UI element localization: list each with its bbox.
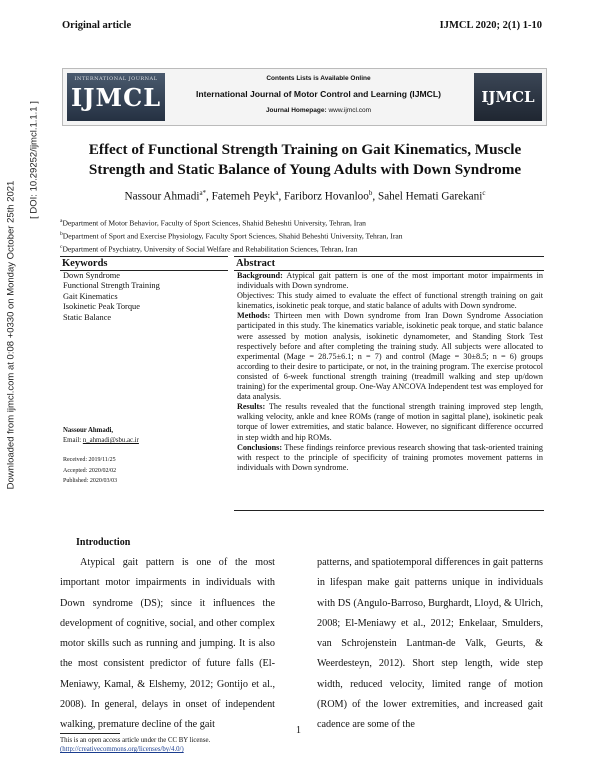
journal-logo-right	[474, 73, 542, 121]
received-date: Received: 2019/11/25	[63, 457, 116, 463]
license-link[interactable]: (http://creativecommons.org/licenses/by/4.0/)	[60, 746, 184, 753]
published-date: Published: 2020/03/03	[63, 478, 118, 484]
author: Fatemeh Peyk	[211, 190, 276, 203]
license-footnote	[60, 736, 210, 754]
affiliation: $^b$Department of Sport and Exercise Physiology, Faculty Sport Sciences, Shahid Beheshti University, Tehran, Iran	[60, 231, 403, 241]
author: Nassour Ahmadi	[124, 190, 200, 203]
contents-available: Contents Lists is Available Online	[266, 75, 371, 82]
email-label: Email:	[63, 437, 82, 444]
email-link[interactable]: n_ahmadi@sbu.ac.ir	[82, 437, 139, 444]
intro-column-right: patterns, and spatiotemporal differences in gait patterns in lifespan make gait patterns unique in individuals with DS (Angulo-Barroso, Burghardt, Lloyd, & Ulrich, 2008; El-Meniawy et al., 2012; Enkelaar, Smulders, van Schrojenstein Lantman-de Valk, Geurts, & Weerdesteyn, 2012). Short step length, wide step width, reduced velocity, limited range of motion (ROM) of the lower extremities, and increased gait cadence are some of the	[317, 557, 543, 731]
homepage-link[interactable]: www.ijmcl.com	[328, 107, 372, 114]
logo-right-text: IJMCL	[481, 88, 535, 106]
author-mark: a*	[199, 189, 207, 197]
abstract-objectives: Objectives: This study aimed to evaluate the effect of functional strength training on gait kinematics, isokinetic peak torque, and static balance of adults with Down syndrome.	[237, 291, 543, 311]
keyword-item: Static Balance	[63, 312, 112, 322]
affiliation: $^a$Department of Motor Behavior, Faculty of Sport Sciences, Shahid Beheshti University, Tehran, Iran	[60, 218, 366, 228]
author: Sahel Hemati Garekani	[377, 190, 483, 203]
abstract-background: Background: Atypical gait pattern is one of the most important motor impairments in individuals with Down syndrome.	[237, 271, 543, 291]
author-mark: b	[368, 189, 373, 197]
accepted-date: Accepted: 2020/02/02	[63, 467, 117, 474]
logo-left-text: IJMCL	[70, 82, 162, 112]
doi-watermark	[26, 80, 42, 240]
affiliation: $^c$Department of Psychiatry, University of Social Welfare and Rehabilitation Sciences, Tehran, Iran	[60, 244, 358, 254]
homepage-label: Journal Homepage:	[265, 107, 327, 114]
intro-column-left: Atypical gait pattern is one of the most important motor impairments in individuals with Down syndrome (DS); since it influences the development of cognitive, social, and other complex motor skills such as running and jumping. It is also the most consistent predictor of future falls (El-Meniawy, Kamal, & Elshemy, 2012; Gontijo et al., 2008). In general, delays in onset of independent walking, premature decline of the gait	[60, 557, 275, 731]
affiliations	[60, 216, 403, 255]
download-note: Downloaded from ijmcl.com at 0:08 +0330 on Monday October 25th 2021	[5, 180, 17, 490]
keyword-item: Gait Kinematics	[63, 291, 118, 301]
author-mark: c	[482, 189, 486, 197]
introduction-heading: Introduction	[76, 537, 131, 548]
keyword-item: Isokinetic Peak Torque	[63, 302, 140, 312]
corresponding-author	[63, 426, 139, 446]
journal-homepage	[171, 107, 466, 114]
author-list: Nassour Ahmadi$^{a*}$, Fatemeh Peyk$^a$, Fariborz Hovanloo$^b$, Sahel Hemati Garekani$^c$	[124, 189, 486, 203]
journal-logo-left	[67, 73, 165, 121]
keyword-list	[63, 271, 160, 323]
abstract-conclusions: Conclusions: These findings reinforce previous research showing that task-oriented training with respect to the principle of specificity of training promotes movement patterns in individuals with Down syndrome.	[237, 442, 543, 472]
article-type-label: Original article	[62, 20, 132, 31]
footnote-divider	[60, 733, 120, 734]
corresponding-name: Nassour Ahmadi,	[63, 427, 114, 434]
license-text: This is an open access article under the CC BY license.	[60, 737, 211, 744]
journal-name: International Journal of Motor Control and Learning (IJMCL)	[196, 89, 441, 99]
article-dates	[63, 455, 117, 487]
download-watermark	[2, 90, 20, 580]
keywords-heading: Keywords	[60, 256, 228, 271]
logo-left-small: INTERNATIONAL JOURNAL	[74, 76, 158, 82]
abstract-methods: Methods: Thirteen men with Down syndrome from Iran Down Syndrome Association participated in this study. The kinematics variable, isokinetic peak torque, and static balance were assessed by motion analysis, isokinetic dynamometer, and Standing Stork Test respectively before and after completing the training study. All subjects were allocated to experimental (Mage = 28.75±6.1; n = 7) and control (Mage = 30±8.5; n = 6) groups according to their desire to participate, or not, in the training program. The exercise protocol consisted of 6-week functional strength training (treadmill walking and step up/down training) for the experimental group. One-Way ANCOVA Independent test was employed for data analysis.	[237, 311, 543, 402]
abstract-body	[237, 271, 543, 473]
author-mark: a	[275, 189, 279, 197]
author: Fariborz Hovanloo	[284, 190, 369, 203]
abstract-heading: Abstract	[234, 256, 544, 271]
abstract-divider	[234, 510, 544, 511]
journal-citation: IJMCL 2020; 2(1) 1-10	[439, 20, 542, 31]
keyword-item: Down Syndrome	[63, 271, 120, 280]
page-number: 1	[296, 725, 301, 736]
doi-link[interactable]: [ DOI: 10.29252/ijmcl.1.1.1 ]	[28, 101, 40, 219]
journal-banner	[62, 68, 547, 126]
keyword-item: Functional Strength Training	[63, 281, 160, 291]
article-title: Effect of Functional Strength Training on Gait Kinematics, Muscle Strength and Static Balance of Young Adults with Down Syndrome	[88, 141, 522, 178]
abstract-results: Results: The results revealed that the functional strength training improved step length, walking velocity, ankle and knee ROMs (range of motion in sagittal plane), isokinetic peak torque of lower extremities, and static balance. However, no significant difference occurred in step width and hip ROMs.	[237, 402, 543, 442]
